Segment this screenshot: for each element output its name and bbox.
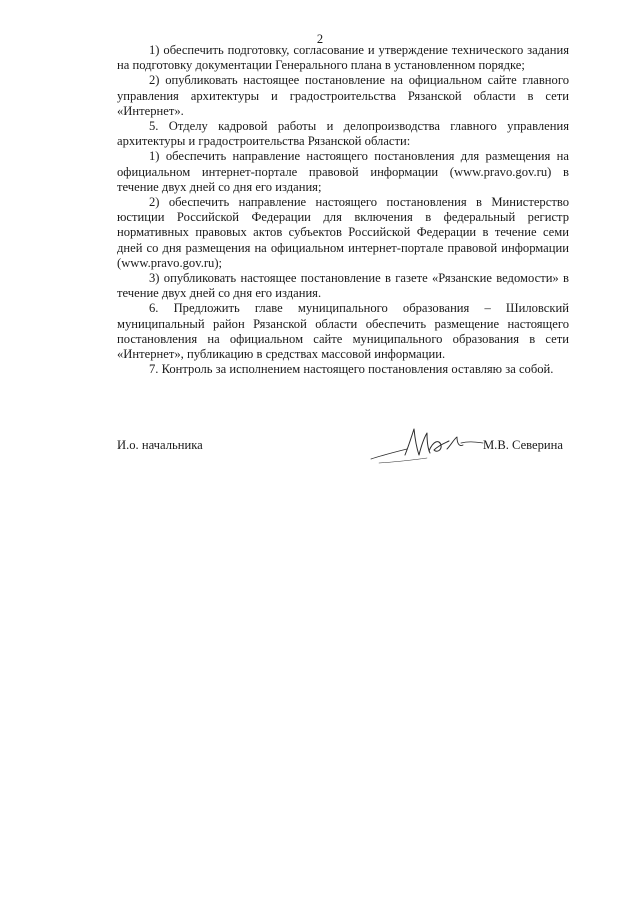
page-number: 2 [316, 32, 324, 46]
signer-position-title: И.о. начальника [117, 438, 203, 452]
paragraph-5-1-send-portal: 1) обеспечить направление настоящего постановления для размещения на официальном интернет-портале правовой информации (www.pravo.gov.ru) в течение двух дней со дня его издания; [117, 149, 569, 194]
paragraph-7-control: 7. Контроль за исполнением настоящего постановления оставляю за собой. [149, 362, 554, 377]
paragraph-5-personnel-department: 5. Отделу кадровой работы и делопроизводства главного управления архитектуры и градостроительства Рязанской области: [117, 119, 569, 149]
signer-name: М.В. Северина [482, 438, 563, 452]
document-body [117, 43, 569, 377]
paragraph-4-2-publish-website: 2) опубликовать настоящее постановление на официальном сайте главного управления архитектуры и градостроительства Рязанской области в сети «Интернет». [117, 73, 569, 118]
paragraph-4-1-prepare-terms: 1) обеспечить подготовку, согласование и утверждение технического задания на подготовку документации Генерального плана в установленном порядке; [117, 43, 569, 73]
paragraph-5-2-send-ministry: 2) обеспечить направление настоящего постановления в Министерство юстиции Российской Федерации для включения в федеральный регистр нормативных правовых актов субъектов Российской Федерации в течение семи дней со дня размещения на официальном интернет-портале правовой информации (www.pravo.gov.ru); [117, 195, 569, 270]
paragraph-5-3-publish-newspaper: 3) опубликовать настоящее постановление в газете «Рязанские ведомости» в течение двух дней со дня его издания. [117, 271, 569, 301]
paragraph-6-municipal-head: 6. Предложить главе муниципального образования – Шиловский муниципальный район Рязанской области обеспечить размещение настоящего постановления на официальном сайте муниципального образования в сети «Интернет», публикацию в средствах массовой информации. [117, 301, 569, 362]
handwritten-signature [365, 425, 485, 467]
signature-block [117, 438, 569, 466]
